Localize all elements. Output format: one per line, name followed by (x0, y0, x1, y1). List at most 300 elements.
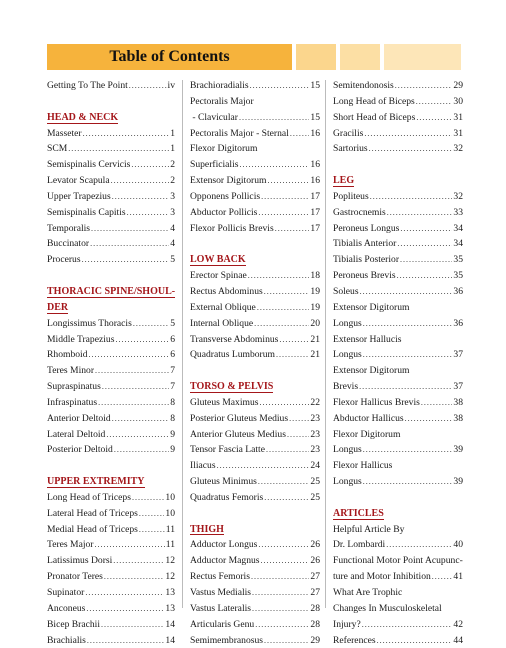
toc-entry[interactable] (47, 442, 175, 458)
entry-title: Anconeus (47, 602, 86, 614)
section-heading: THIGH (190, 522, 224, 538)
toc-entry-line[interactable]: Flexor Digitorum (190, 143, 258, 155)
toc-entry[interactable] (190, 284, 320, 300)
dot-leader (87, 633, 165, 648)
entry-title: Sartorius (333, 143, 368, 155)
entry-page: 19 (310, 285, 320, 297)
toc-entry-line[interactable]: Helpful Article By (333, 523, 405, 535)
toc-entry[interactable] (333, 236, 463, 252)
entry-title: Vastus Lateralis (190, 602, 252, 614)
entry-title: Long Head of Biceps (333, 95, 415, 107)
entry-title: Buccinator (47, 238, 90, 250)
toc-entry[interactable] (333, 411, 463, 427)
dot-leader (113, 553, 164, 569)
entry-page: 31 (453, 111, 463, 123)
dot-leader (133, 316, 169, 332)
toc-entry[interactable] (190, 474, 320, 490)
toc-entry[interactable] (190, 332, 320, 348)
dot-leader (387, 205, 453, 221)
toc-entry[interactable] (333, 268, 463, 284)
toc-entry[interactable] (333, 94, 463, 110)
dot-leader (111, 173, 170, 189)
section-heading: TORSO & PELVIS (190, 379, 273, 395)
entry-page: 2 (170, 159, 175, 171)
dot-leader (364, 126, 452, 142)
entry-page: 13 (165, 602, 175, 614)
entry-page: 32 (453, 190, 463, 202)
section-list (333, 78, 463, 157)
entry-page: 30 (453, 95, 463, 107)
section-heading: LEG (333, 173, 354, 189)
toc-entry[interactable] (190, 411, 320, 427)
entry-title: Quadratus Lumborum (190, 349, 275, 361)
entry-page: 35 (453, 270, 463, 282)
entry-page: 27 (310, 571, 320, 583)
dot-leader (267, 173, 309, 189)
dot-leader (416, 94, 453, 110)
toc-entry[interactable] (47, 205, 175, 221)
dot-leader (127, 205, 170, 221)
column-divider (325, 80, 326, 608)
entry-title: Abductor Pollicis (190, 206, 258, 218)
toc-entry[interactable] (47, 347, 175, 363)
dot-leader (82, 252, 170, 268)
toc-entry-line[interactable]: Flexor Hallicus (333, 460, 393, 472)
toc-entry[interactable] (190, 395, 320, 411)
dot-leader (254, 316, 309, 332)
toc-entry-line[interactable]: Extensor Digitorum (333, 365, 410, 377)
toc-entry[interactable] (47, 411, 175, 427)
entry-title: Levator Scapula (47, 175, 110, 187)
entry-title: Transverse Abdominus (190, 333, 279, 345)
entry-page: 14 (165, 618, 175, 630)
entry-title: Upper Trapezius (47, 190, 111, 202)
toc-entry-line[interactable]: Extensor Digitorum (333, 301, 410, 313)
entry-page: 21 (310, 333, 320, 345)
toc-entry[interactable]: Longus ..... 39 (333, 474, 463, 490)
toc-entry[interactable] (47, 332, 175, 348)
toc-entry[interactable]: Superficialis ..... 16 (190, 157, 320, 173)
dot-leader (139, 522, 165, 538)
entry-title: Brachioradialis (190, 80, 249, 91)
toc-entry[interactable] (190, 347, 320, 363)
section-list (333, 189, 463, 300)
entry-title: Flexor Hallicus Brevis (333, 396, 420, 408)
toc-entry[interactable] (47, 126, 175, 142)
dot-leader (104, 569, 165, 585)
toc-entry-line[interactable]: Pectoralis Major (190, 95, 254, 107)
dot-leader (421, 395, 453, 411)
dot-leader (132, 490, 164, 506)
entry-title: Quadratus Femoris (190, 491, 264, 503)
entry-title: Rectus Abdominus (190, 285, 263, 297)
entry-title: Rhomboid (47, 349, 88, 361)
dot-leader (397, 236, 452, 252)
toc-entry[interactable] (333, 78, 463, 94)
entry-title: Brachialis (47, 634, 86, 646)
entry-title: SCM (47, 143, 68, 155)
toc-entry[interactable] (333, 284, 463, 300)
toc-entry[interactable] (47, 506, 175, 522)
entry-page: 4 (170, 222, 175, 234)
dot-leader (85, 585, 164, 601)
entry-page: 17 (310, 190, 320, 202)
dot-leader (257, 300, 310, 316)
entry-page: 25 (310, 491, 320, 503)
entry-title: Erector Spinae (190, 270, 247, 282)
entry-page: 22 (310, 396, 320, 408)
entry-title: Gluteus Maximus (190, 396, 259, 408)
entry-page: 18 (310, 270, 320, 282)
entry-title: Supinator (47, 587, 85, 598)
entry-page: 23 (310, 412, 320, 424)
dot-leader (400, 252, 452, 268)
entry-page: 38 (453, 396, 463, 408)
entry-page: 25 (310, 476, 320, 488)
dot-leader (395, 78, 453, 94)
dot-leader (266, 442, 309, 458)
toc-entry[interactable] (190, 633, 320, 648)
dot-leader (94, 537, 164, 553)
dot-leader (369, 141, 453, 157)
entry-page: 17 (310, 222, 320, 234)
dot-leader (139, 506, 165, 522)
dot-leader (98, 395, 169, 411)
dot-leader (86, 601, 164, 617)
entry-title: Semispinalis Cervicis (47, 159, 131, 171)
dot-leader (106, 427, 169, 443)
toc-entry[interactable] (190, 537, 320, 553)
dot-leader (276, 347, 309, 363)
entry-title: Internal Oblique (190, 317, 254, 329)
dot-leader (275, 221, 310, 237)
section-list (190, 395, 320, 506)
toc-entry[interactable] (190, 427, 320, 443)
dot-leader (261, 553, 310, 569)
entry-page: 23 (310, 444, 320, 456)
entry-page: 13 (165, 587, 175, 598)
toc-entry[interactable] (47, 221, 175, 237)
entry-page: 34 (453, 238, 463, 250)
dot-leader (131, 157, 169, 173)
dot-leader (83, 126, 170, 142)
toc-entry[interactable] (190, 601, 320, 617)
entry-page: 1 (170, 127, 175, 139)
entry-page: 4 (170, 238, 175, 250)
entry-title: Long Head of Triceps (47, 491, 131, 503)
dot-leader (115, 332, 169, 348)
toc-entry[interactable] (47, 601, 175, 617)
section-heading: ARTICLES (333, 506, 384, 522)
entry-title: Posterior Gluteus Medius (190, 412, 289, 424)
entry-page: 11 (165, 539, 175, 551)
toc-entry[interactable] (190, 173, 320, 189)
toc-entry[interactable] (47, 537, 175, 553)
toc-entry[interactable] (190, 189, 320, 205)
toc-entry-line[interactable]: Functional Motor Point Acupunc- (333, 555, 463, 567)
entry-title: Gracilis (333, 127, 364, 139)
entry-title: Iliacus (190, 460, 216, 472)
entry-title: Vastus Medialis (190, 587, 252, 598)
toc-entry[interactable] (190, 205, 320, 221)
toc-entry[interactable] (190, 268, 320, 284)
entry-title: Adductor Magnus (190, 555, 260, 567)
entry-title: External Oblique (190, 301, 256, 313)
dot-leader (287, 427, 309, 443)
dot-leader (260, 395, 310, 411)
entry-page: 12 (165, 555, 175, 567)
toc-entry-line[interactable]: Changes In Musculoskeletal (333, 602, 442, 614)
section-list (190, 173, 320, 236)
section-list (190, 268, 320, 363)
entry-page: 6 (170, 333, 175, 345)
toc-entry[interactable] (190, 617, 320, 633)
toc-header-band (47, 44, 461, 70)
dot-leader (250, 78, 310, 94)
dot-leader (89, 347, 170, 363)
toc-entry-line[interactable]: What Are Trophic (333, 587, 403, 598)
toc-entry[interactable] (47, 633, 175, 648)
entry-title: Posterior Deltoid (47, 444, 113, 456)
dot-leader (400, 221, 452, 237)
entry-page: 33 (453, 206, 463, 218)
entry-title: Pronator Teres (47, 571, 103, 583)
toc-entry[interactable] (47, 363, 175, 379)
dot-leader (101, 617, 164, 633)
toc-entry[interactable]: Getting To The Point ..... iv (47, 78, 175, 94)
toc-entry[interactable] (190, 442, 320, 458)
entry-title: Tibialis Posterior (333, 254, 400, 266)
toc-entry[interactable]: ture and Motor Inhibition ..... 41 (333, 569, 463, 585)
toc-column-1 (47, 78, 175, 648)
entry-page: 38 (453, 412, 463, 424)
entry-title: Gastrocnemis (333, 206, 386, 218)
entry-page: 8 (170, 412, 175, 424)
toc-entry[interactable] (333, 141, 463, 157)
toc-entry[interactable] (47, 252, 175, 268)
entry-title: Peroneus Brevis (333, 270, 396, 282)
entry-page: 7 (170, 365, 175, 377)
toc-column-3 (333, 78, 463, 648)
dot-leader (261, 189, 309, 205)
toc-entry[interactable] (47, 553, 175, 569)
entry-page: 6 (170, 349, 175, 361)
toc-entry[interactable] (47, 617, 175, 633)
section-list (190, 537, 320, 648)
entry-title: Peroneus Longus (333, 222, 400, 234)
toc-entry[interactable]: Brevis ..... 37 (333, 379, 463, 395)
entry-page: 16 (310, 175, 320, 187)
toc-entry[interactable]: Injury? ..... 42 (333, 617, 463, 633)
entry-page: 31 (453, 127, 463, 139)
entry-page: 19 (310, 301, 320, 313)
entry-title: Soleus (333, 285, 359, 297)
toc-entry[interactable] (47, 427, 175, 443)
entry-page: 12 (165, 571, 175, 583)
entry-title: Opponens Pollicis (190, 190, 261, 202)
entry-title: Adductor Longus (190, 539, 258, 551)
entry-page: 24 (310, 460, 320, 472)
entry-page: 28 (310, 602, 320, 614)
entry-title: Bicep Brachii (47, 618, 101, 630)
entry-title: Lateral Head of Triceps (47, 507, 138, 519)
section-heading: UPPER EXTREMITY (47, 474, 145, 490)
entry-title: Medial Head of Triceps (47, 523, 138, 535)
toc-entry[interactable] (47, 379, 175, 395)
section-list (47, 316, 175, 459)
entry-title: Temporalis (47, 222, 91, 234)
dot-leader (102, 379, 169, 395)
toc-entry[interactable] (47, 522, 175, 538)
toc-entry[interactable] (47, 236, 175, 252)
entry-page: 10 (165, 507, 175, 519)
toc-column-2 (190, 78, 320, 648)
section-heading: LOW BACK (190, 252, 246, 268)
entry-page: 36 (453, 285, 463, 297)
dot-leader (112, 189, 170, 205)
entry-title: Tibialis Anterior (333, 238, 397, 250)
entry-title: Masseter (47, 127, 82, 139)
toc-entry[interactable] (333, 189, 463, 205)
toc-title: Table of Contents (47, 44, 292, 70)
section-heading: HEAD & NECK (47, 110, 118, 126)
toc-entry[interactable] (190, 553, 320, 569)
toc-entry-line[interactable]: Extensor Hallucis (333, 333, 402, 345)
entry-page: 26 (310, 539, 320, 551)
dot-leader (112, 411, 170, 427)
entry-title: Articularis Genu (190, 618, 255, 630)
toc-entry[interactable] (333, 205, 463, 221)
dot-leader (258, 537, 309, 553)
toc-entry[interactable] (47, 585, 175, 601)
dot-leader (95, 363, 169, 379)
toc-entry[interactable] (190, 316, 320, 332)
toc-entry[interactable] (333, 395, 463, 411)
toc-entry[interactable]: Pectoralis Major - Sternal ..... 16 (190, 126, 320, 142)
dot-leader (264, 490, 309, 506)
toc-entry[interactable] (190, 458, 320, 474)
entry-page: 10 (165, 491, 175, 503)
dot-leader (90, 236, 169, 252)
header-decoration (296, 44, 461, 70)
entry-title: Procerus (47, 254, 81, 266)
entry-title: Extensor Digitorum (190, 175, 267, 187)
toc-entry[interactable] (47, 189, 175, 205)
entry-page: 9 (170, 428, 175, 440)
entry-title: Lateral Deltoid (47, 428, 106, 440)
entry-page: 3 (170, 206, 175, 218)
toc-entry[interactable] (190, 585, 320, 601)
dot-leader (360, 284, 453, 300)
toc-entry[interactable] (190, 569, 320, 585)
toc-entry[interactable] (47, 157, 175, 173)
dot-leader (258, 474, 310, 490)
dot-leader (252, 601, 309, 617)
entry-page: 7 (170, 381, 175, 393)
toc-entry[interactable] (47, 395, 175, 411)
toc-entry[interactable] (47, 141, 175, 157)
toc-entry-line[interactable]: Flexor Digitorum (333, 428, 401, 440)
entry-title: Middle Trapezius (47, 333, 115, 345)
entry-title: Supraspinatus (47, 381, 101, 393)
entry-page: 27 (310, 587, 320, 598)
entry-title: Semimembranosus (190, 634, 264, 646)
dot-leader (289, 411, 309, 427)
dot-leader (251, 569, 309, 585)
section-list (190, 78, 320, 94)
dot-leader (416, 110, 452, 126)
toc-entry[interactable] (190, 78, 320, 94)
entry-page: 1 (170, 143, 175, 155)
entry-title: Semitendonosis (333, 80, 394, 91)
entry-title: Infraspinatus (47, 396, 98, 408)
dot-leader (264, 284, 310, 300)
toc-entry[interactable] (190, 300, 320, 316)
toc-entry[interactable] (47, 173, 175, 189)
entry-page: 20 (310, 317, 320, 329)
toc-entry[interactable]: Longus ..... 37 (333, 347, 463, 363)
entry-page: 23 (310, 428, 320, 440)
entry-page: 21 (310, 349, 320, 361)
entry-title: Teres Minor (47, 365, 95, 377)
toc-entry[interactable]: - Clavicular ..... 15 (190, 110, 320, 126)
entry-title: Short Head of Biceps (333, 111, 416, 123)
toc-entry[interactable] (333, 110, 463, 126)
toc-entry[interactable] (333, 252, 463, 268)
toc-entry[interactable] (333, 221, 463, 237)
dot-leader (91, 221, 169, 237)
toc-entry[interactable] (333, 126, 463, 142)
entry-page: 14 (165, 634, 175, 646)
toc-entry[interactable]: Dr. Lombardi ..... 40 (333, 537, 463, 553)
dot-leader (258, 205, 309, 221)
entry-title: Teres Major (47, 539, 94, 551)
entry-page: 2 (170, 175, 175, 187)
dot-leader (252, 585, 309, 601)
dot-leader (255, 617, 309, 633)
dot-leader (397, 268, 453, 284)
entry-page: 28 (310, 618, 320, 630)
entry-title: Anterior Gluteus Medius (190, 428, 286, 440)
entry-title: Popliteus (333, 190, 369, 202)
dot-leader (264, 633, 309, 648)
toc-entry[interactable] (190, 490, 320, 506)
section-heading: THORACIC SPINE/SHOUL- DER (47, 284, 175, 316)
entry-page: 5 (170, 317, 175, 329)
toc-entry[interactable] (47, 569, 175, 585)
dot-leader (279, 332, 309, 348)
dot-leader (405, 411, 453, 427)
entry-title: Anterior Deltoid (47, 412, 111, 424)
entry-page: 26 (310, 555, 320, 567)
entry-title: Gluteus Minimus (190, 476, 257, 488)
toc-entry[interactable] (190, 221, 320, 237)
entry-title: Rectus Femoris (190, 571, 250, 583)
entry-page: 34 (453, 222, 463, 234)
entry-page: 29 (310, 634, 320, 646)
section-list (47, 490, 175, 648)
toc-entry[interactable]: Longus ..... 39 (333, 442, 463, 458)
entry-title: Longissimus Thoracis (47, 317, 132, 329)
dot-leader (114, 442, 169, 458)
toc-entry[interactable] (47, 316, 175, 332)
toc-entry[interactable]: Longus ..... 36 (333, 316, 463, 332)
entry-page: 15 (310, 80, 320, 91)
entry-page: 11 (165, 523, 175, 535)
section-list (333, 395, 463, 427)
toc-entry[interactable]: References ..... 44 (333, 633, 463, 648)
toc-entry[interactable] (47, 490, 175, 506)
